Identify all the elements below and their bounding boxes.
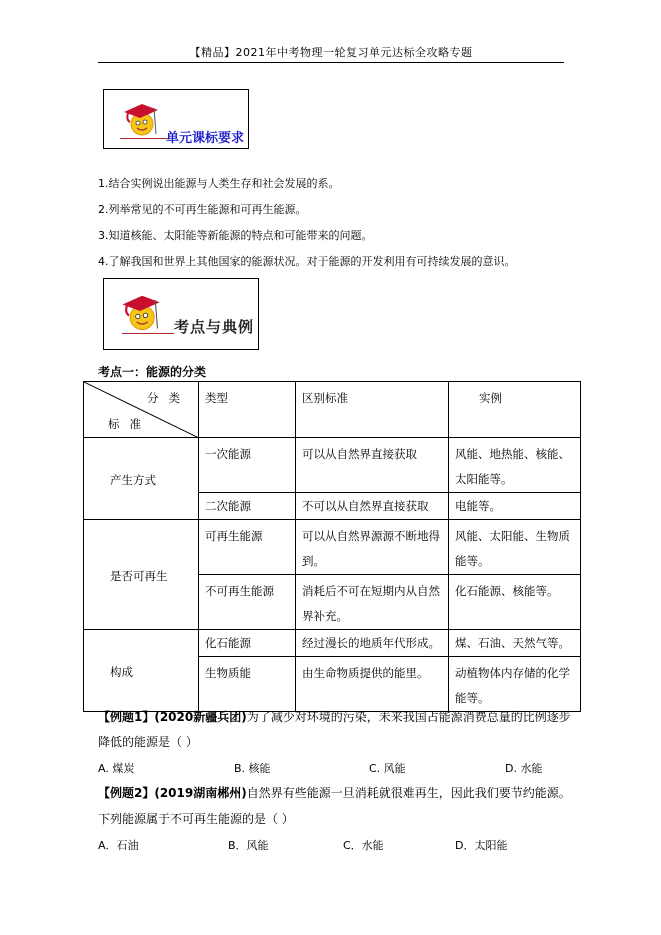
type-cell: 不可再生能源 bbox=[199, 575, 296, 630]
option-c[interactable]: C. 风能 bbox=[369, 762, 406, 775]
type-cell: 一次能源 bbox=[199, 438, 296, 493]
option-b[interactable]: B. 核能 bbox=[234, 762, 271, 775]
example-cell: 化石能源、核能等。 bbox=[449, 575, 581, 630]
requirement-item: 4.了解我国和世界上其他国家的能源状况。对于能源的开发利用有可持续发展的意识。 bbox=[98, 255, 516, 268]
table-row bbox=[84, 438, 581, 493]
standard-cell: 消耗后不可在短期内从自然界补充。 bbox=[296, 575, 449, 630]
table-row bbox=[84, 630, 581, 657]
option-d[interactable]: D. 水能 bbox=[505, 762, 543, 775]
type-cell: 化石能源 bbox=[199, 630, 296, 657]
example-cell: 电能等。 bbox=[449, 493, 581, 520]
question-2 bbox=[98, 784, 571, 801]
example-cell: 风能、地热能、核能、太阳能等。 bbox=[449, 438, 581, 493]
requirement-item: 2.列举常见的不可再生能源和可再生能源。 bbox=[98, 203, 307, 216]
header-cell: 实例 bbox=[449, 382, 581, 438]
key-points-title: 考点与典例 bbox=[174, 318, 255, 336]
key-points-banner bbox=[103, 278, 259, 350]
requirement-item: 3.知道核能、太阳能等新能源的特点和可能带来的问题。 bbox=[98, 229, 373, 242]
type-cell: 生物质能 bbox=[199, 657, 296, 712]
option-a[interactable]: A. 煤炭 bbox=[98, 762, 135, 775]
option-c[interactable]: C．水能 bbox=[343, 839, 384, 852]
graduate-mascot-icon bbox=[116, 287, 164, 335]
type-cell: 可再生能源 bbox=[199, 520, 296, 575]
example-cell: 煤、石油、天然气等。 bbox=[449, 630, 581, 657]
question-1 bbox=[98, 708, 571, 725]
section-title: 考点一：能源的分类 bbox=[98, 365, 207, 379]
example-cell: 动植物体内存储的化学能等。 bbox=[449, 657, 581, 712]
standard-cell: 由生命物质提供的能里。 bbox=[296, 657, 449, 712]
option-d[interactable]: D．太阳能 bbox=[455, 839, 508, 852]
option-a[interactable]: A．石油 bbox=[98, 839, 139, 852]
corner-top-label: 分类 bbox=[147, 391, 190, 405]
standard-cell: 可以从自然界源源不断地得到。 bbox=[296, 520, 449, 575]
unit-requirements-title: 单元课标要求 bbox=[166, 131, 245, 146]
banner-underline bbox=[120, 138, 168, 139]
banner-underline bbox=[122, 333, 174, 334]
standard-cell: 经过漫长的地质年代形成。 bbox=[296, 630, 449, 657]
criterion-cell: 是否可再生 bbox=[84, 520, 199, 630]
standard-cell: 可以从自然界直接获取 bbox=[296, 438, 449, 493]
question-text: 自然界有些能源一旦消耗就很难再生，因此我们要节约能源。 bbox=[246, 786, 571, 800]
question-text-line2: 降低的能源是（ ） bbox=[98, 735, 198, 749]
option-b[interactable]: B．风能 bbox=[228, 839, 269, 852]
corner-header-cell bbox=[84, 382, 199, 438]
requirement-item: 1.结合实例说出能源与人类生存和社会发展的系。 bbox=[98, 177, 340, 190]
question-label: 【例题2】(2019湖南郴州) bbox=[98, 786, 247, 800]
corner-bottom-label: 标准 bbox=[108, 417, 151, 431]
table-header-row bbox=[84, 382, 581, 438]
header-cell: 类型 bbox=[199, 382, 296, 438]
question-text: 为了减少对环境的污染，未来我国占能源消费总量的比例逐步 bbox=[246, 710, 571, 724]
standard-cell: 不可以从自然界直接获取 bbox=[296, 493, 449, 520]
criterion-cell: 产生方式 bbox=[84, 438, 199, 520]
question-text-line2: 下列能源属于不可再生能源的是（ ） bbox=[98, 812, 294, 826]
graduate-mascot-icon bbox=[118, 96, 162, 140]
example-cell: 风能、太阳能、生物质能等。 bbox=[449, 520, 581, 575]
energy-classification-table bbox=[83, 381, 581, 712]
header-divider bbox=[98, 62, 564, 63]
header-cell: 区别标准 bbox=[296, 382, 449, 438]
question-label: 【例题1】(2020新疆兵团) bbox=[98, 710, 247, 724]
page-header: 【精品】2021年中考物理一轮复习单元达标全攻略专题 bbox=[189, 46, 473, 59]
unit-requirements-banner bbox=[103, 89, 249, 149]
table-row bbox=[84, 520, 581, 575]
criterion-cell: 构成 bbox=[84, 630, 199, 712]
type-cell: 二次能源 bbox=[199, 493, 296, 520]
